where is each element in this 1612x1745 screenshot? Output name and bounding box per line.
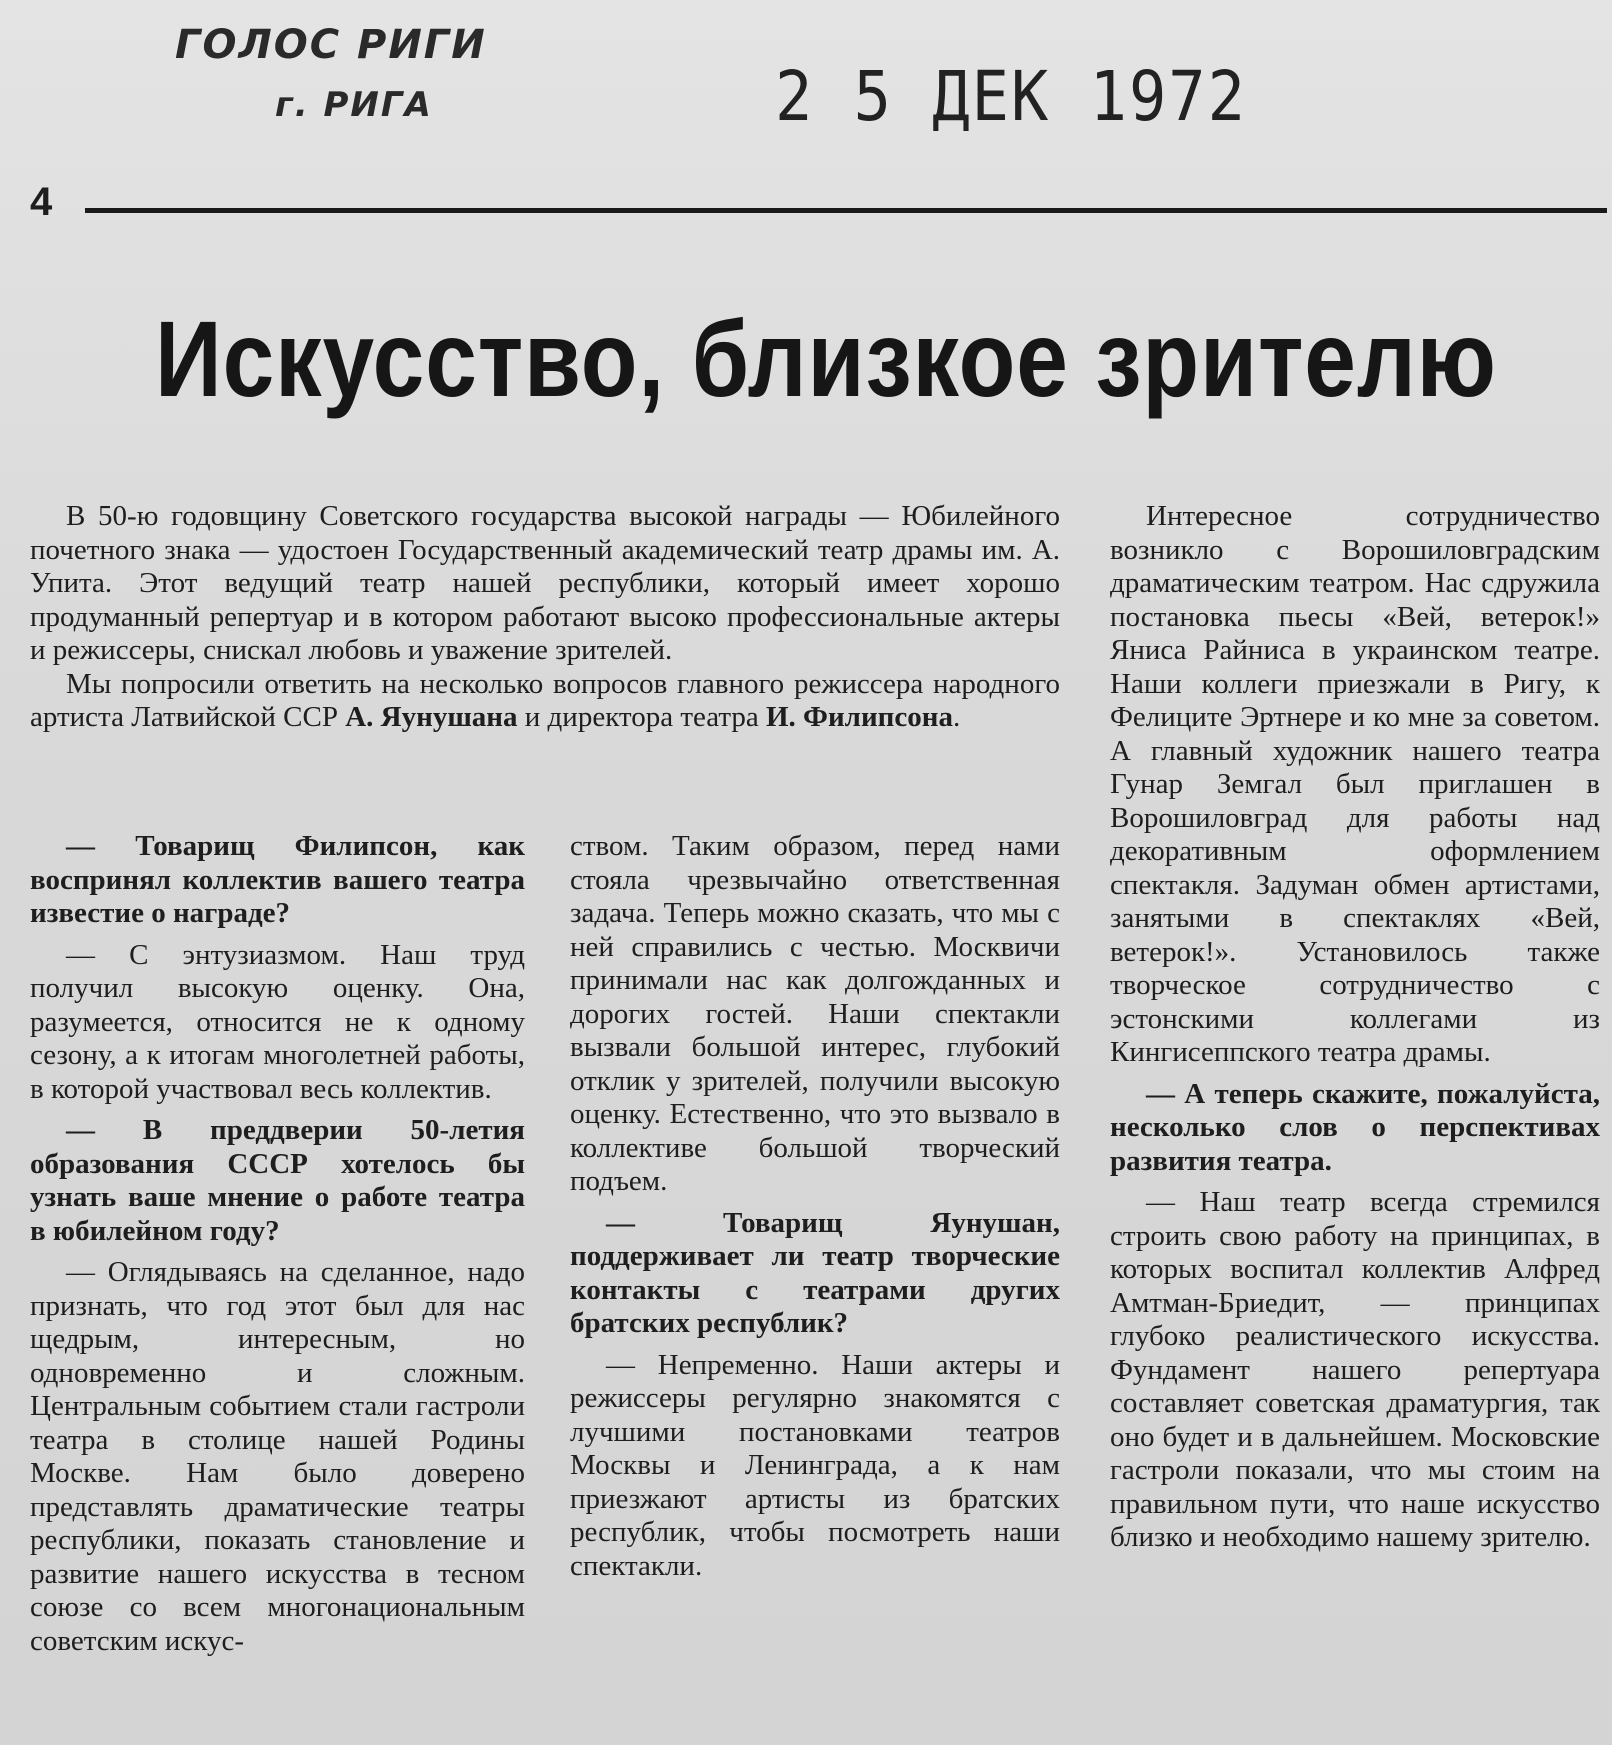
date-stamp: 2 5 ДЕК 1972 <box>775 56 1247 137</box>
interviewee-name: А. Яунушана <box>345 701 518 733</box>
intro-paragraph-interviewees <box>30 668 1060 735</box>
interview-answer: — Оглядываясь на сделанное, надо признать, что год этот был для нас щедрым, интересным, но одновременно и сложным. Центральным событием стали гастроли театра в столице нашей Родины Москве. Нам было доверено представлять драматические театры республики, показать становление и развитие нашего искусства в тесном союзе со всем многонациональным советским искус- <box>30 1256 525 1657</box>
interview-answer: — Непременно. Наши актеры и режиссеры регулярно знакомятся с лучшими постановками театров Москвы и Ленинграда, а к нам приезжают артисты из братских республик, чтобы посмотреть наши спектакли. <box>570 1348 1060 1582</box>
interview-question: — В преддверии 50-летия образования СССР хотелось бы узнать ваше мнение о работе театра в юбилейном году? <box>30 1114 525 1247</box>
intro-text: Мы попросили ответить на несколько вопросов главного режиссера народного артиста Латвийской ССР <box>30 667 1060 733</box>
intro-paragraph: В 50-ю годовщину Советского государства высокой награды — Юбилейного почетного знака — удостоен Государственный академический театр драмы им. А. Упита. Этот ведущий театр нашей республики, который имеет хорошо продуманный репертуар и в котором работают высоко профессиональные актеры и режиссеры, снискал любовь и уважение зрителей. <box>30 500 1060 666</box>
article-column-2 <box>570 830 1060 1583</box>
city-stamp: г. РИГА <box>275 85 433 125</box>
intro-text: и директора театра <box>517 701 766 733</box>
article-column-1 <box>30 830 525 1658</box>
article-intro <box>30 500 1060 735</box>
intro-text: . <box>952 701 961 733</box>
interview-question: — А теперь скажите, пожалуйста, несколько слов о перспективах развития театра. <box>1110 1077 1600 1177</box>
interview-question: — Товарищ Филипсон, как воспринял коллектив вашего театра известие о награде? <box>30 830 525 929</box>
interview-answer: — Наш театр всегда стремился строить свою работу на принципах, в которых воспитал коллектив Алфред Амтман-Бриедит, — принципах глубоко реалистического искусства. Фундамент нашего репертуара составляет советская драматургия, так оно будет и в дальнейшем. Московские гастроли показали, что мы стоим на правильном пути, что наше искусство близко и необходимо нашему зрителю. <box>1110 1186 1600 1553</box>
newspaper-name-stamp: ГОЛОС РИГИ <box>175 22 487 68</box>
interview-question: — Товарищ Яунушан, поддерживает ли театр творческие контакты с театрами других братских республик? <box>570 1206 1060 1339</box>
header-rule <box>85 208 1607 213</box>
article-headline: Искусство, близкое зрителю <box>155 298 1497 419</box>
interview-answer-continued: Интересное сотрудничество возникло с Ворошиловградским драматическим театром. Нас сдружила постановка пьесы «Вей, ветерок!» Яниса Райниса в украинском театре. Наши коллеги приезжали в Ригу, к Фелиците Эртнере и ко мне за советом. А главный художник нашего театра Гунар Земгал был приглашен в Ворошиловград для работы над декоративным оформлением спектакля. Задуман обмен артистами, занятыми в спектаклях «Вей, ветерок!». Установилось также творческое сотрудничество с эстонскими коллегами из Кингисеппского театра драмы. <box>1110 500 1600 1068</box>
interviewee-name: И. Филипсона <box>766 701 953 733</box>
article-column-3 <box>1110 500 1600 1555</box>
page-number: 4 <box>30 180 53 224</box>
interview-answer-continued: ством. Таким образом, перед нами стояла чрезвычайно ответственная задача. Теперь можно сказать, что мы с ней справились с честью. Москвичи принимали нас как долгожданных и дорогих гостей. Наши спектакли вызвали большой интерес, глубокий отклик у зрителей, получили высокую оценку. Естественно, что это вызвало в коллективе большой творческий подъем. <box>570 830 1060 1197</box>
interview-answer: — С энтузиазмом. Наш труд получил высокую оценку. Она, разумеется, относится не к одному сезону, а к итогам многолетней работы, в которой участвовал весь коллектив. <box>30 938 525 1105</box>
